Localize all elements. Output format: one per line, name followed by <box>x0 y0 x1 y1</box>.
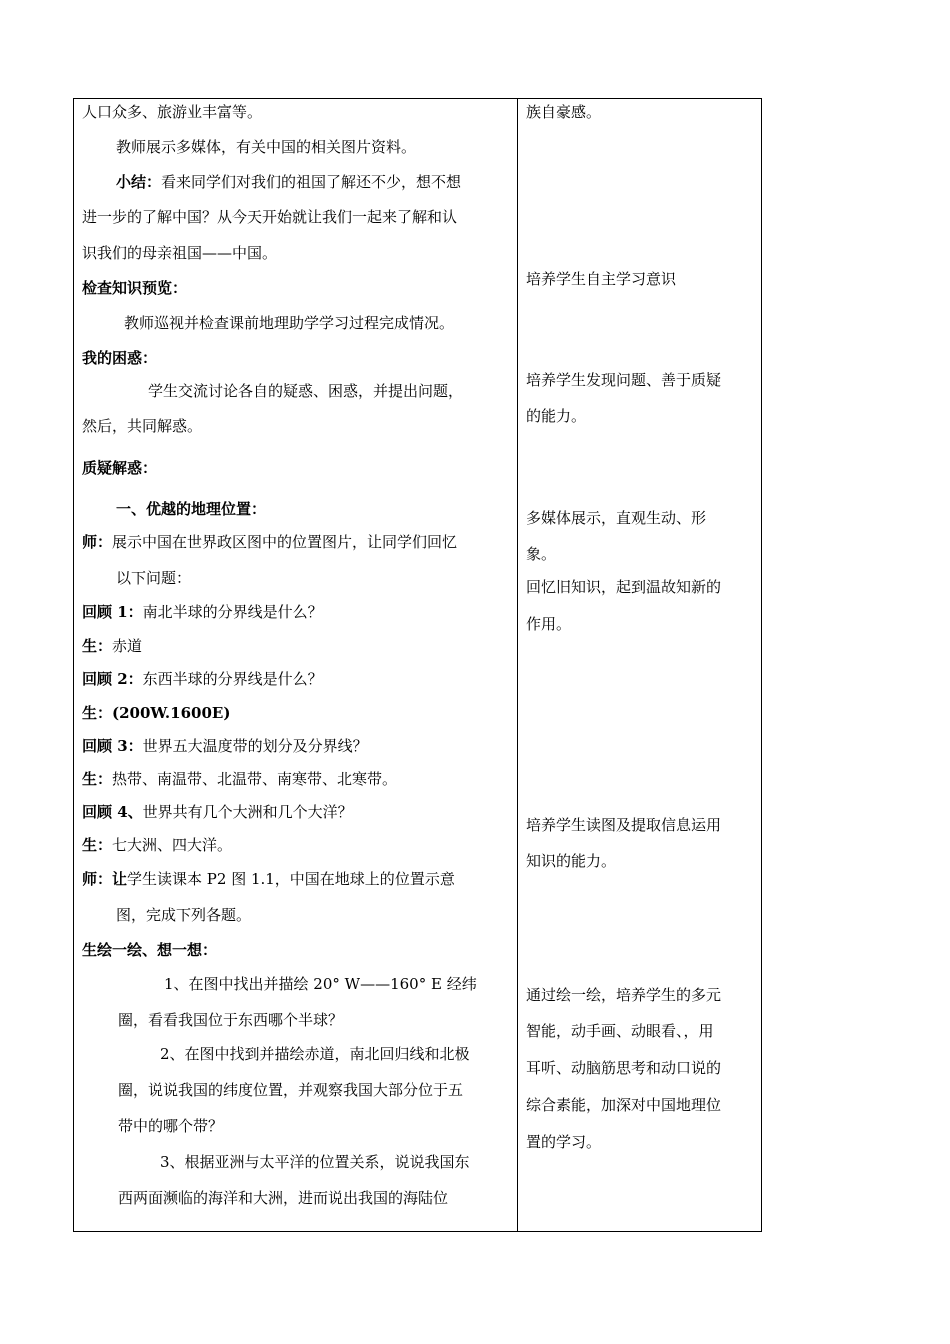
student-label: 生： <box>82 704 113 722</box>
answer-text: 七大洲、四大洋。 <box>112 836 233 854</box>
teacher-line <box>82 869 455 889</box>
question-line: 圈，看看我国位于东西哪个半球？ <box>118 1011 344 1029</box>
review-label: 回顾 2： <box>82 670 143 688</box>
left-line: 教师展示多媒体，有关中国的相关图片资料。 <box>116 138 417 156</box>
teacher-text: 学生读课本 P2 图 1.1，中国在地球上的位置示意 <box>127 870 455 888</box>
question-line: 1、在图中找出并描绘 20° W——160° E 经纬 <box>164 975 477 993</box>
left-line: 人口众多、旅游业丰富等。 <box>82 103 263 121</box>
student-label: 生： <box>82 836 113 854</box>
right-note: 综合素能，加深对中国地理位 <box>526 1096 722 1114</box>
answer-2 <box>82 703 230 723</box>
answer-4 <box>82 835 232 855</box>
review-text: 世界共有几个大洲和几个大洋？ <box>142 803 353 821</box>
section-heading: 一、优越的地理位置： <box>116 500 267 518</box>
question-line: 3、根据亚洲与太平洋的位置关系，说说我国东 <box>160 1153 470 1171</box>
answer-text: 赤道 <box>112 637 143 655</box>
review-label: 回顾 1： <box>82 603 143 621</box>
answer-text: (200W.1600E) <box>112 704 231 722</box>
right-note: 多媒体展示，直观生动、形 <box>526 509 707 527</box>
heading-check: 检查知识预览： <box>82 279 188 297</box>
review-text: 南北半球的分界线是什么？ <box>142 603 323 621</box>
question-line: 带中的哪个带？ <box>118 1117 224 1135</box>
heading-draw: 生绘一绘、想一想： <box>82 941 218 959</box>
heading-qa: 质疑解惑： <box>82 459 158 477</box>
column-divider <box>517 99 518 1231</box>
answer-1 <box>82 636 142 656</box>
right-note: 培养学生自主学习意识 <box>526 270 677 288</box>
right-note: 通过绘一绘，培养学生的多元 <box>526 986 722 1004</box>
left-line: 识我们的母亲祖国——中国。 <box>82 244 278 262</box>
teacher-text: 展示中国在世界政区图中的位置图片，让同学们回忆 <box>112 533 458 551</box>
right-note: 培养学生读图及提取信息运用 <box>526 816 722 834</box>
review-text: 世界五大温度带的划分及分界线？ <box>142 737 368 755</box>
student-label: 生： <box>82 770 113 788</box>
review-label: 回顾 4、 <box>82 803 143 821</box>
review-2 <box>82 669 323 689</box>
answer-text: 热带、南温带、北温带、南寒带、北寒带。 <box>112 770 398 788</box>
left-line: 进一步的了解中国？从今天开始就让我们一起来了解和认 <box>82 208 458 226</box>
review-4 <box>82 802 353 822</box>
left-line: 以下问题： <box>116 569 192 587</box>
summary-label: 小结： <box>116 173 162 191</box>
teacher-label: 师： <box>82 533 113 551</box>
question-line: 2、在图中找到并描绘赤道，南北回归线和北极 <box>160 1045 470 1063</box>
right-note: 回忆旧知识，起到温故知新的 <box>526 578 722 596</box>
question-line: 西两面濒临的海洋和大洲，进而说出我国的海陆位 <box>118 1189 449 1207</box>
teacher-line <box>82 532 457 552</box>
review-text: 东西半球的分界线是什么？ <box>142 670 323 688</box>
right-note: 族自豪感。 <box>526 103 602 121</box>
right-note: 置的学习。 <box>526 1133 602 1151</box>
teacher-label: 师：让 <box>82 870 128 888</box>
right-note: 知识的能力。 <box>526 852 617 870</box>
left-line: 图，完成下列各题。 <box>116 906 252 924</box>
review-label: 回顾 3： <box>82 737 143 755</box>
student-label: 生： <box>82 637 113 655</box>
left-line: 然后，共同解惑。 <box>82 417 203 435</box>
summary-line <box>116 172 461 192</box>
heading-confuse: 我的困惑： <box>82 349 158 367</box>
review-1 <box>82 602 323 622</box>
right-note: 作用。 <box>526 615 572 633</box>
summary-text: 看来同学们对我们的祖国了解还不少，想不想 <box>161 173 462 191</box>
right-note: 智能，动手画、动眼看、，用 <box>526 1022 714 1040</box>
review-3 <box>82 736 368 756</box>
left-line: 学生交流讨论各自的疑惑、困惑，并提出问题， <box>148 382 464 400</box>
left-line: 教师巡视并检查课前地理助学学习过程完成情况。 <box>124 314 455 332</box>
right-note: 象。 <box>526 545 557 563</box>
right-note: 耳听、动脑筋思考和动口说的 <box>526 1059 722 1077</box>
question-line: 圈，说说我国的纬度位置，并观察我国大部分位于五 <box>118 1081 464 1099</box>
right-note: 的能力。 <box>526 407 587 425</box>
right-note: 培养学生发现问题、善于质疑 <box>526 371 722 389</box>
answer-3 <box>82 769 397 789</box>
